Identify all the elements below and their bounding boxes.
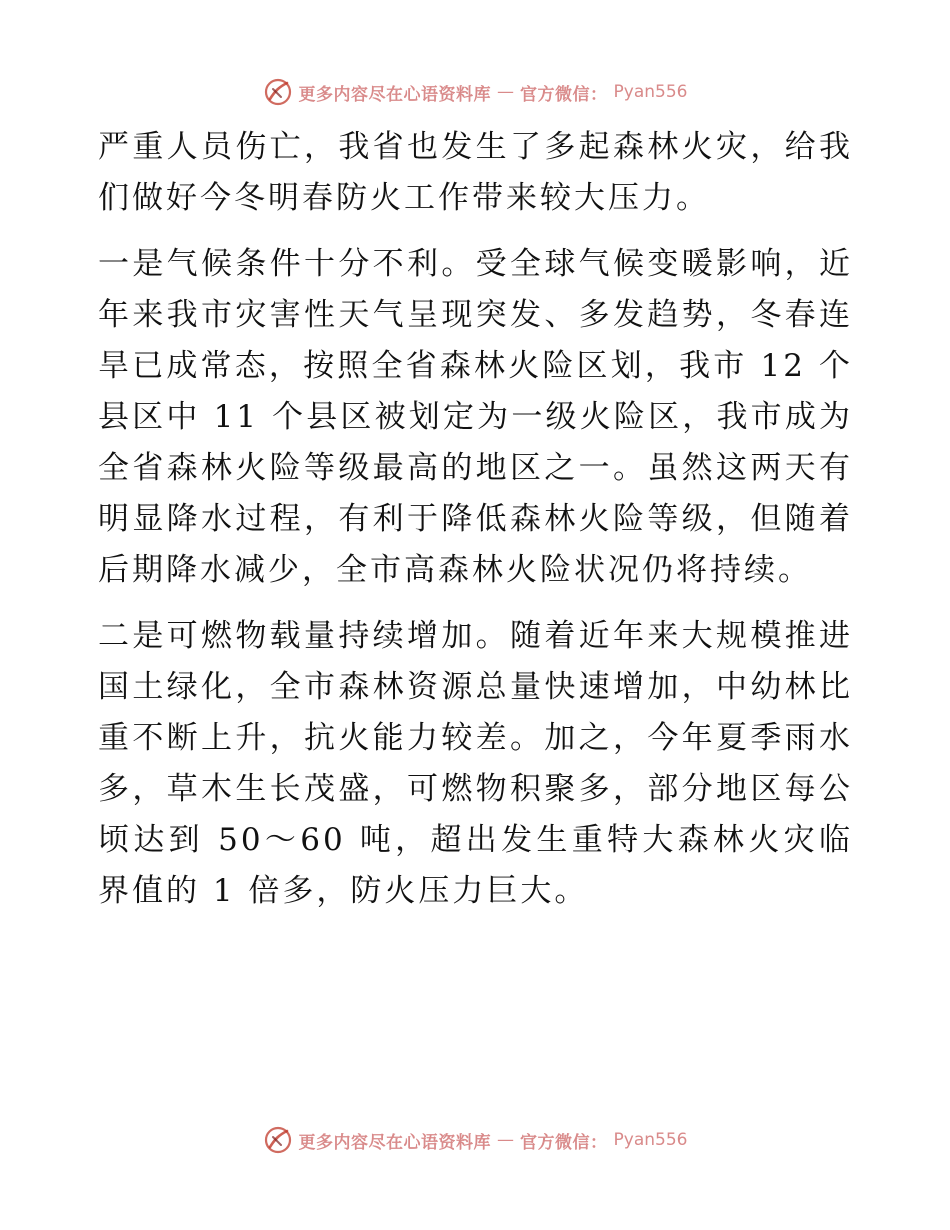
- watermark-brand-text: 更多内容尽在心语资料库: [298, 84, 492, 105]
- paragraph-2: 一是气候条件十分不利。受全球气候变暖影响，近年来我市灾害性天气呈现突发、多发趋势，冬春连旱已成常态，按照全省森林火险区划，我市 12 个县区中 11 个县区被划定为一级火险区，我市成为全省森林火险等级最高的地区之一。虽然这两天有明显降水过程，有利于降低森林火险等级，但随着后期降水减少，全市高森林火险状况仍将持续。: [98, 246, 853, 588]
- watermark-handle: Pyan556: [613, 82, 688, 102]
- watermark-official-label: 官方微信：: [520, 84, 608, 105]
- paragraph-1: 严重人员伤亡，我省也发生了多起森林火灾，给我们做好今冬明春防火工作带来较大压力。: [98, 129, 853, 216]
- brand-logo-icon: [263, 77, 293, 107]
- watermark-separator: —: [497, 82, 515, 102]
- document-body: [98, 122, 853, 917]
- watermark-brand-text: 更多内容尽在心语资料库: [298, 1132, 492, 1153]
- paragraph-3: 二是可燃物载量持续增加。随着近年来大规模推进国土绿化，全市森林资源总量快速增加，中幼林比重不断上升，抗火能力较差。加之，今年夏季雨水多，草木生长茂盛，可燃物积聚多，部分地区每公顷达到 50～60 吨，超出发生重特大森林火灾临界值的 1 倍多，防火压力巨大。: [98, 618, 853, 909]
- footer-watermark: [0, 1120, 950, 1160]
- watermark-official-label: 官方微信：: [520, 1132, 608, 1153]
- watermark-separator: —: [497, 1130, 515, 1150]
- header-watermark: [0, 72, 950, 112]
- watermark-handle: Pyan556: [613, 1130, 688, 1150]
- brand-logo-icon: [263, 1125, 293, 1155]
